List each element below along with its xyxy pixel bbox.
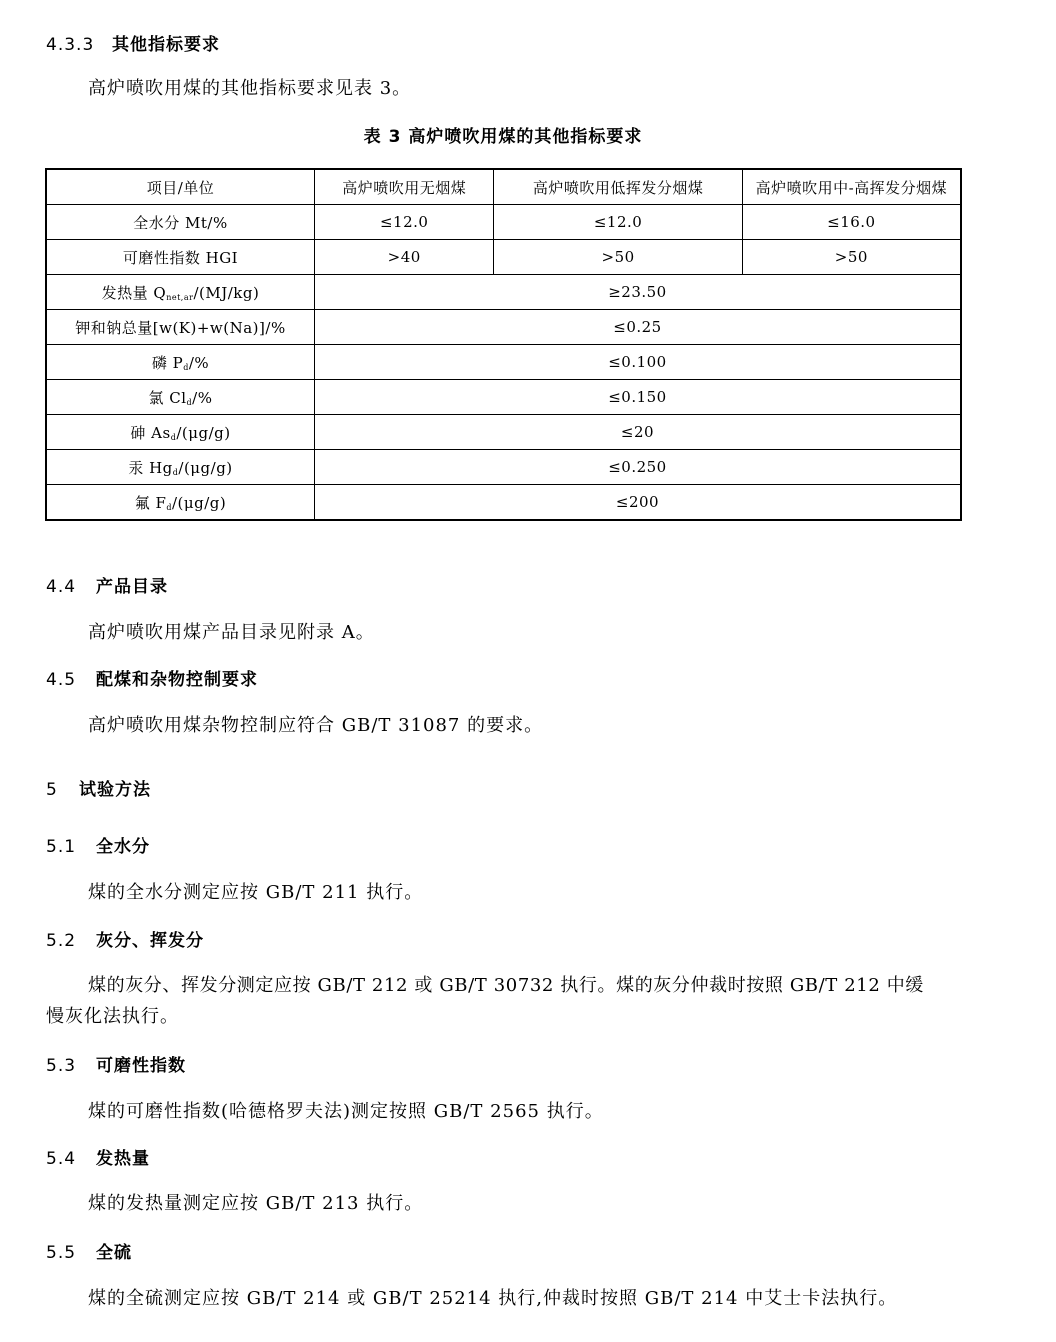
header-cell: 高炉喷吹用无烟煤 [314,169,493,205]
label-text: 汞 Hg [128,458,173,477]
table-cell: >50 [494,240,742,275]
paragraph: 煤的灰分、挥发分测定应按 GB/T 212 或 GB/T 30732 执行。煤的灰分仲裁时按照 GB/T 212 中缓 [88,975,924,996]
label-subscript: d [170,432,177,442]
section-title: 全硫 [96,1243,132,1263]
paragraph: 煤的发热量测定应按 GB/T 213 执行。 [88,1193,424,1214]
paragraph: 煤的可磨性指数(哈德格罗夫法)测定按照 GB/T 2565 执行。 [88,1101,604,1122]
label-text: 氯 Cl [148,388,187,407]
section-number: 5.5 [46,1243,77,1263]
section-number: 5.4 [46,1149,77,1169]
label-unit: /(μg/g) [178,458,233,477]
indicator-table [45,168,962,521]
table-cell: ≤0.150 [314,380,961,415]
label-unit: /% [188,353,210,372]
paragraph: 高炉喷吹用煤杂物控制应符合 GB/T 31087 的要求。 [88,715,544,736]
table-cell: ≤0.100 [314,345,961,380]
table-row [46,415,961,450]
table-cell: ≤16.0 [742,205,961,240]
label-text: 磷 P [151,353,184,372]
section-number: 4.4 [46,577,77,597]
section-5-heading [46,775,151,800]
section-title: 试验方法 [79,780,151,800]
row-label: 可磨性指数 HGI [46,240,314,275]
label-text: 砷 As [130,423,171,442]
table-cell: ≤200 [314,485,961,521]
header-cell: 高炉喷吹用低挥发分烟煤 [494,169,742,205]
label-subscript: net,ar [166,292,194,302]
table-row [46,485,961,521]
section-5-2-heading [46,926,204,951]
paragraph: 高炉喷吹用煤产品目录见附录 A。 [88,622,375,643]
section-number: 4.3.3 [46,35,95,55]
table-cell: ≤0.250 [314,450,961,485]
table-cell: ≤0.25 [314,310,961,345]
row-label [46,450,314,485]
section-4-3-3-heading [46,30,220,55]
section-number: 4.5 [46,670,77,690]
table-cell: ≤12.0 [494,205,742,240]
table-row [46,205,961,240]
table-cell: ≤20 [314,415,961,450]
section-5-5-heading [46,1238,132,1263]
section-number: 5 [46,780,58,800]
table-row [46,310,961,345]
table-row [46,450,961,485]
table-row [46,275,961,310]
section-title: 发热量 [96,1149,150,1169]
table-row [46,345,961,380]
section-title: 可磨性指数 [96,1056,186,1076]
table-row [46,240,961,275]
table-caption: 表 3 高炉喷吹用煤的其他指标要求 [363,127,643,147]
row-label [46,380,314,415]
section-title: 产品目录 [96,577,168,597]
section-5-4-heading [46,1144,150,1169]
label-text: 发热量 Q [101,283,167,302]
section-title: 灰分、挥发分 [96,931,204,951]
section-5-3-heading [46,1051,186,1076]
section-title: 配煤和杂物控制要求 [96,670,258,690]
section-4-5-heading [46,665,258,690]
row-label: 钾和钠总量[w(K)+w(Na)]/% [46,310,314,345]
row-label: 全水分 Mt/% [46,205,314,240]
paragraph-continuation: 慢灰化法执行。 [46,1006,179,1027]
paragraph: 高炉喷吹用煤的其他指标要求见表 3。 [88,78,412,99]
section-number: 5.2 [46,931,77,951]
label-unit: /(μg/g) [172,493,227,512]
section-number: 5.1 [46,837,77,857]
label-unit: /(μg/g) [176,423,231,442]
section-number: 5.3 [46,1056,77,1076]
section-4-4-heading [46,572,168,597]
section-5-1-heading [46,832,150,857]
paragraph: 煤的全水分测定应按 GB/T 211 执行。 [88,882,424,903]
table-cell: >40 [314,240,493,275]
table-row [46,380,961,415]
label-unit: /(MJ/kg) [193,283,260,302]
row-label [46,275,314,310]
label-subscript: d [186,397,193,407]
row-label [46,415,314,450]
section-title: 其他指标要求 [112,35,220,55]
label-subscript: d [183,362,189,372]
label-subscript: d [166,502,172,512]
paragraph: 煤的全硫测定应按 GB/T 214 或 GB/T 25214 执行,仲裁时按照 GB/T 214 中艾士卡法执行。 [88,1288,898,1309]
table-cell: >50 [742,240,961,275]
table-cell: ≥23.50 [314,275,961,310]
label-subscript: d [172,467,179,477]
label-unit: /% [192,388,213,407]
header-cell: 项目/单位 [46,169,314,205]
table-header-row [46,169,961,205]
section-title: 全水分 [96,837,150,857]
row-label [46,485,314,521]
table-cell: ≤12.0 [314,205,493,240]
header-cell: 高炉喷吹用中-高挥发分烟煤 [742,169,961,205]
label-text: 氟 F [134,493,167,512]
row-label [46,345,314,380]
